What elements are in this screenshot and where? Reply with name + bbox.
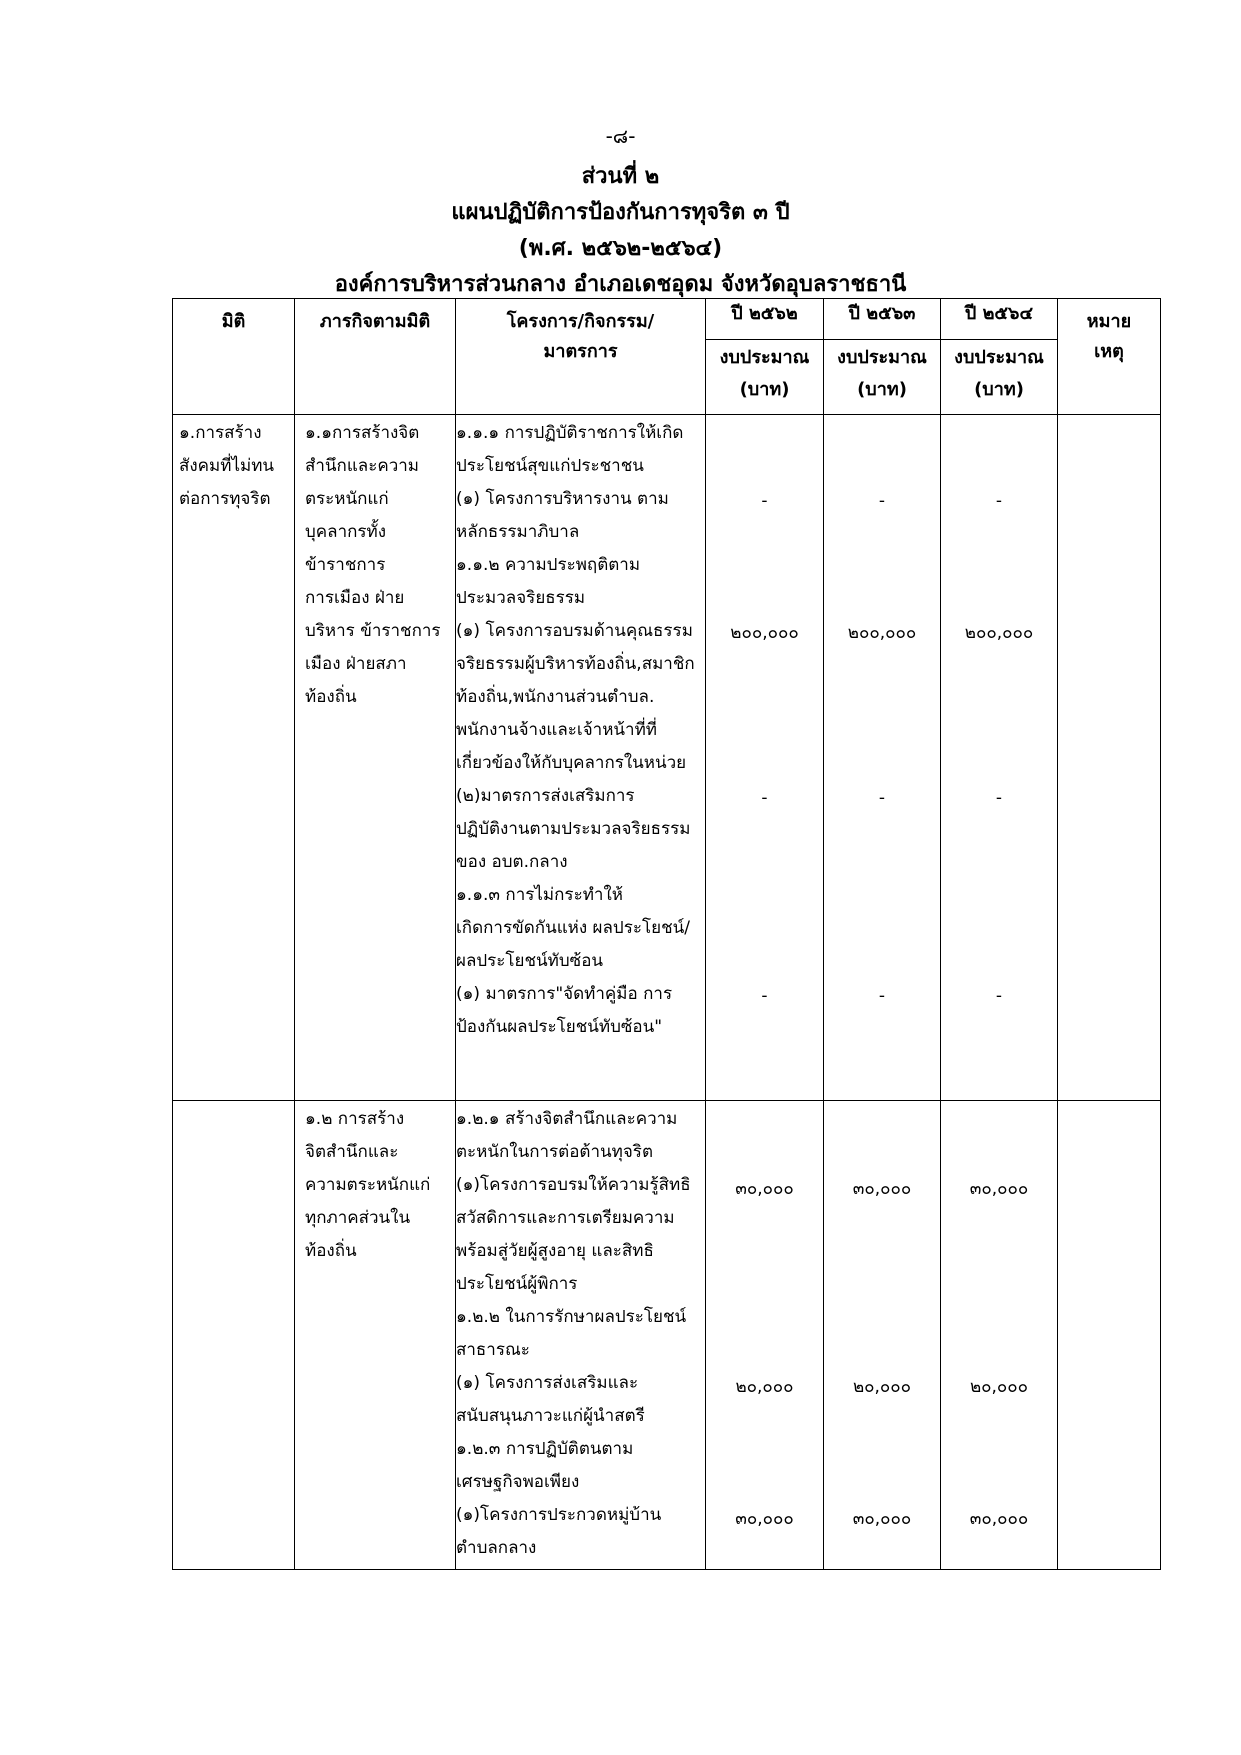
budget-spacer [941, 848, 1057, 881]
header-project [456, 299, 706, 415]
header-row [173, 299, 1161, 340]
budget-value: ๒๐๐,๐๐๐ [847, 623, 917, 643]
budget-value: - [995, 788, 1003, 808]
header-year-2563: ปี ๒๕๖๓ [824, 299, 941, 340]
budget-spacer [706, 1305, 823, 1338]
text-line: บุคลากรทั้ง [305, 522, 387, 542]
budget-unit: (บาท) [857, 379, 907, 400]
text-line: สาธารณะ [456, 1340, 530, 1360]
budget-spacer [941, 419, 1057, 452]
budget-spacer [824, 1536, 940, 1569]
budget-value: ๒๐๐,๐๐๐ [964, 623, 1034, 643]
budget-spacer [706, 1404, 823, 1437]
budget-spacer [706, 1239, 823, 1272]
text-line: ประโยชน์สุขแก่ประชาชน [456, 456, 644, 476]
budget-value: ๓๐,๐๐๐ [735, 1179, 794, 1199]
budget-2564-cell [941, 415, 1058, 1101]
budget-value: - [878, 986, 886, 1006]
budget-spacer [941, 584, 1057, 617]
budget-2563-cell [824, 415, 941, 1101]
budget-spacer [941, 1107, 1057, 1140]
budget-spacer [824, 1305, 940, 1338]
budget-value: ๒๐,๐๐๐ [852, 1377, 912, 1397]
budget-spacer [706, 1338, 823, 1371]
budget-value: ๓๐,๐๐๐ [969, 1509, 1029, 1529]
budget-value: - [761, 986, 768, 1006]
budget-spacer [941, 650, 1057, 683]
budget-spacer [706, 1013, 823, 1046]
budget-label: งบประมาณ [837, 347, 927, 368]
text-line: สนับสนุนภาวะแก่ผู้นำสตรี [456, 1406, 645, 1426]
budget-spacer [941, 1437, 1057, 1470]
budget-spacer [941, 551, 1057, 584]
text-line: ตำบลกลาง [456, 1538, 537, 1558]
text-line: (๑) มาตรการ"จัดทำคู่มือ การ [456, 984, 673, 1004]
budget-value: ๓๐,๐๐๐ [852, 1179, 912, 1199]
budget-spacer [706, 1107, 823, 1140]
budget-spacer [706, 1272, 823, 1305]
budget-unit: (บาท) [974, 379, 1024, 400]
header-remark-line1: หมาย [1086, 311, 1132, 332]
budget-value: ๓๐,๐๐๐ [735, 1509, 794, 1529]
budget-spacer [824, 848, 940, 881]
text-line: สังคมที่ไม่ทน [179, 456, 275, 476]
budget-spacer [706, 452, 823, 485]
header-year-2562: ปี ๒๕๖๒ [706, 299, 824, 340]
budget-spacer [941, 716, 1057, 749]
text-line: สวัสดิการและการเตรียมความ [456, 1208, 675, 1228]
budget-spacer [706, 1206, 823, 1239]
budget-spacer [824, 1470, 940, 1503]
budget-spacer [941, 749, 1057, 782]
budget-spacer [941, 815, 1057, 848]
header-project-line2: มาตรการ [543, 341, 618, 362]
text-line: จริยธรรมผู้บริหารท้องถิ่น,สมาชิก [456, 654, 695, 674]
budget-spacer [941, 1013, 1057, 1046]
text-line: ป้องกันผลประโยชน์ทับซ้อน" [456, 1017, 663, 1037]
header-year-2564: ปี ๒๕๖๔ [941, 299, 1058, 340]
budget-spacer [706, 815, 823, 848]
header-dimension-label: มิติ [221, 311, 246, 332]
budget-spacer [824, 1239, 940, 1272]
text-line: ของ อบต.กลาง [456, 852, 568, 872]
text-line: ข้าราชการ [305, 555, 386, 575]
budget-spacer [941, 1272, 1057, 1305]
text-line: ปฏิบัติงานตามประมวลจริยธรรม [456, 819, 691, 839]
budget-value: ๒๐,๐๐๐ [969, 1377, 1029, 1397]
budget-spacer [824, 1437, 940, 1470]
budget-2562-cell [706, 415, 824, 1101]
budget-value: ๓๐,๐๐๐ [852, 1509, 912, 1529]
text-line: เกิดการขัดกันแห่ง ผลประโยชน์/ [456, 918, 690, 938]
text-line: ๑.๒ การสร้าง [305, 1109, 405, 1129]
budget-spacer [941, 881, 1057, 914]
budget-spacer [706, 1536, 823, 1569]
text-line: ท้องถิ่น [305, 1241, 357, 1261]
budget-spacer [706, 551, 823, 584]
budget-spacer [824, 716, 940, 749]
budget-spacer [941, 683, 1057, 716]
text-line: (๑) โครงการส่งเสริมและ [456, 1373, 639, 1393]
budget-spacer [824, 1013, 940, 1046]
budget-spacer [706, 584, 823, 617]
text-line: ๑.๑การสร้างจิต [305, 423, 420, 443]
header-budget-2562 [706, 340, 824, 415]
budget-spacer [824, 419, 940, 452]
budget-spacer [824, 1338, 940, 1371]
budget-spacer [941, 1305, 1057, 1338]
budget-spacer [824, 1206, 940, 1239]
budget-value: - [878, 788, 886, 808]
budget-spacer [706, 914, 823, 947]
header-mission-label: ภารกิจตามมิติ [319, 311, 431, 332]
budget-spacer [706, 1140, 823, 1173]
text-line: (๑) โครงการบริหารงาน ตาม [456, 489, 669, 509]
budget-spacer [824, 518, 940, 551]
budget-value: ๒๐,๐๐๐ [735, 1377, 794, 1397]
text-line: เกี่ยวข้องให้กับบุคลากรในหน่วย [456, 753, 687, 773]
budget-spacer [824, 551, 940, 584]
budget-value: - [761, 788, 768, 808]
remark-cell [1058, 415, 1161, 1101]
text-line: สำนึกและความ [305, 456, 420, 476]
dimension-cell [173, 1101, 295, 1570]
text-line: ประมวลจริยธรรม [456, 588, 586, 608]
budget-label: งบประมาณ [954, 347, 1044, 368]
budget-spacer [941, 914, 1057, 947]
text-line: ความตระหนักแก่ [305, 1175, 431, 1195]
table-row [173, 1101, 1161, 1570]
budget-label: งบประมาณ [719, 347, 810, 368]
budget-spacer [824, 1404, 940, 1437]
budget-spacer [941, 1206, 1057, 1239]
text-line: จิตสำนึกและ [305, 1142, 399, 1162]
text-line: (๑) โครงการอบรมด้านคุณธรรม [456, 621, 693, 641]
header-remark-line2: เหตุ [1094, 341, 1124, 362]
budget-spacer [941, 518, 1057, 551]
text-line: ๑.๒.๓ การปฏิบัติตนตาม [456, 1439, 634, 1459]
budget-spacer [706, 419, 823, 452]
text-line: ผลประโยชน์ทับซ้อน [456, 951, 604, 971]
text-line: หลักธรรมาภิบาล [456, 522, 580, 542]
organization-title: องค์การบริหารส่วนกลาง อำเภอเดชอุดม จังหวัดอุบลราชธานี [334, 272, 907, 297]
text-line: ทุกภาคส่วนใน [305, 1208, 411, 1228]
header-dimension [173, 299, 295, 415]
budget-2563-cell [824, 1101, 941, 1570]
dimension-cell [173, 415, 295, 1101]
text-line: ๑.๒.๑ สร้างจิตสำนึกและความ [456, 1109, 678, 1129]
text-line: เศรษฐกิจพอเพียง [456, 1472, 580, 1492]
budget-spacer [824, 947, 940, 980]
text-line: (๒)มาตรการส่งเสริมการ [456, 786, 635, 806]
text-line: บริหาร ข้าราชการ [305, 621, 441, 641]
budget-spacer [706, 1470, 823, 1503]
text-line: ๑.๑.๑ การปฏิบัติราชการให้เกิด [456, 423, 684, 443]
budget-spacer [706, 518, 823, 551]
budget-spacer [824, 749, 940, 782]
section-title: ส่วนที่ ๒ [581, 164, 660, 189]
budget-spacer [824, 584, 940, 617]
budget-spacer [706, 1437, 823, 1470]
text-line: ๑.การสร้าง [179, 423, 262, 443]
budget-value: - [995, 986, 1003, 1006]
header-project-line1: โครงการ/กิจกรรม/ [506, 311, 655, 332]
text-line: ท้องถิ่น [305, 687, 357, 707]
text-line: ๑.๒.๒ ในการรักษาผลประโยชน์ [456, 1307, 687, 1327]
budget-spacer [824, 683, 940, 716]
text-line: การเมือง ฝ่าย [305, 588, 405, 608]
mission-cell [295, 1101, 456, 1570]
text-line: (๑)โครงการอบรมให้ความรู้สิทธิ [456, 1175, 691, 1195]
budget-spacer [706, 947, 823, 980]
budget-spacer [941, 947, 1057, 980]
budget-spacer [941, 1470, 1057, 1503]
budget-spacer [706, 716, 823, 749]
budget-value: - [995, 491, 1003, 511]
page-number: -๘- [605, 124, 636, 148]
text-line: (๑)โครงการประกวดหมู่บ้าน [456, 1505, 662, 1525]
budget-spacer [941, 1404, 1057, 1437]
budget-spacer [941, 1338, 1057, 1371]
budget-value: ๓๐,๐๐๐ [969, 1179, 1029, 1199]
text-line: พร้อมสู่วัยผู้สูงอายุ และสิทธิ [456, 1241, 654, 1261]
text-line: ประโยชน์ผู้พิการ [456, 1274, 578, 1294]
text-line: ๑.๑.๒ ความประพฤติตาม [456, 555, 641, 575]
table-row [173, 415, 1161, 1101]
budget-spacer [706, 848, 823, 881]
text-line: ตะหนักในการต่อต้านทุจริต [456, 1142, 653, 1162]
mission-cell [295, 415, 456, 1101]
budget-2564-cell [941, 1101, 1058, 1570]
budget-spacer [824, 1107, 940, 1140]
budget-spacer [706, 749, 823, 782]
text-line: ๑.๑.๓ การไม่กระทำให้ [456, 885, 623, 905]
budget-value: - [761, 491, 768, 511]
action-plan-table [172, 298, 1161, 1570]
plan-title: แผนปฏิบัติการป้องกันการทุจริต ๓ ปี [451, 200, 790, 225]
budget-2562-cell [706, 1101, 824, 1570]
plan-years: (พ.ศ. ๒๕๖๒-๒๕๖๔) [518, 236, 723, 261]
budget-spacer [706, 881, 823, 914]
remark-cell [1058, 1101, 1161, 1570]
budget-spacer [706, 683, 823, 716]
budget-spacer [824, 881, 940, 914]
budget-spacer [824, 1272, 940, 1305]
budget-value: ๒๐๐,๐๐๐ [730, 623, 799, 643]
header-budget-2563 [824, 340, 941, 415]
budget-spacer [706, 650, 823, 683]
budget-spacer [824, 650, 940, 683]
budget-value: - [878, 491, 886, 511]
budget-spacer [941, 1536, 1057, 1569]
budget-spacer [824, 452, 940, 485]
text-line: ท้องถิ่น,พนักงานส่วนตำบล. [456, 687, 655, 707]
budget-spacer [941, 1239, 1057, 1272]
budget-spacer [824, 1140, 940, 1173]
project-cell [456, 415, 706, 1101]
header-budget-2564 [941, 340, 1058, 415]
project-cell [456, 1101, 706, 1570]
budget-spacer [941, 1140, 1057, 1173]
text-line: พนักงานจ้างและเจ้าหน้าที่ที่ [456, 720, 658, 740]
text-line: เมือง ฝ่ายสภา [305, 654, 407, 674]
budget-spacer [824, 914, 940, 947]
text-line: ต่อการทุจริต [179, 489, 271, 509]
budget-spacer [824, 815, 940, 848]
budget-spacer [941, 452, 1057, 485]
header-mission [295, 299, 456, 415]
text-line: ตระหนักแก่ [305, 489, 389, 509]
header-remark [1058, 299, 1161, 415]
budget-unit: (บาท) [739, 379, 790, 400]
